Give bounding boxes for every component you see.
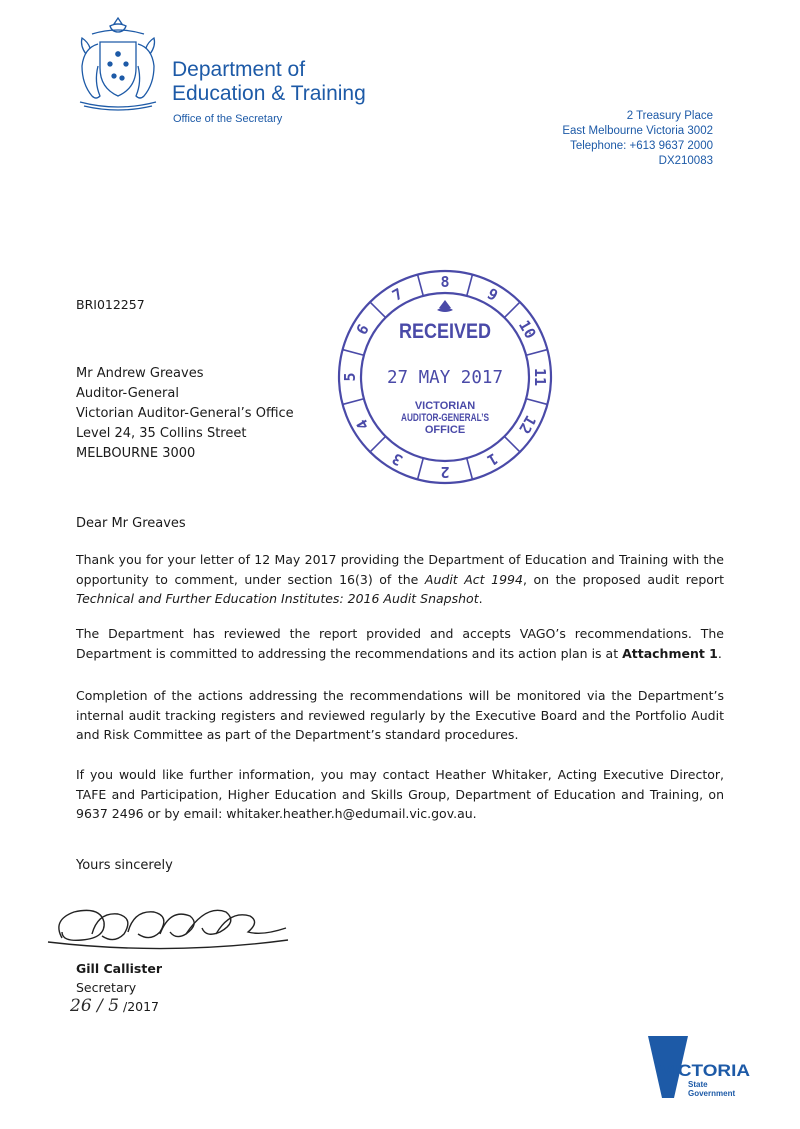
victoria-state-government-logo [648,1036,752,1102]
stamp-divider [526,399,547,405]
stamp-divider [504,436,520,452]
stamp-divider [343,399,364,405]
paragraph-4: If you would like further information, you may contact Heather Whitaker, Acting Executive Director, TAFE and Participation, Higher Education and Skills Group, Department of Education and Training, on 9637 2496 or by email: whitaker.heather.h@edumail.vic.gov.au. [76,767,724,821]
recipient-line: Mr Andrew Greaves [76,366,204,381]
paragraph-2 [76,624,724,663]
reference-number: BRI012257 [76,297,145,312]
department-name [172,58,366,106]
paragraph-1-text-a: Thank you for your letter of 12 May 2017 providing the Department of Education and Training with the opportunity to comment, under section 16(3) of the [76,552,724,587]
stamp-hour-label: 11 [531,367,549,387]
logo-sub1: State [688,1080,708,1089]
stamp-hour-label: 5 [341,372,359,382]
stamp-org-line1: VICTORIAN [414,400,476,412]
sender-address [562,109,713,169]
recipient-line: MELBOURNE 3000 [76,446,196,461]
paragraph-1 [76,550,724,609]
date-day: 26 [70,996,92,1016]
stamp-hour-label: 6 [352,321,373,338]
department-name-line1: Department of [172,58,306,81]
stamp-hour-label: 4 [352,416,373,433]
paragraph-1-text-c: . [478,591,483,606]
stamp-date: 27 MAY 2017 [387,367,503,388]
stamp-divider [343,350,364,356]
salutation: Dear Mr Greaves [76,516,186,531]
received-stamp [334,266,556,488]
recipient-line: Auditor-General [76,386,179,401]
coat-of-arms-icon [72,14,164,114]
stamp-divider [467,275,473,296]
stamp-divider [504,302,520,318]
address-line: East Melbourne Victoria 3002 [562,125,713,137]
stamp-hour-label: 1 [484,449,501,470]
stamp-divider [370,302,386,318]
recipient-address [76,364,294,464]
address-line: 2 Treasury Place [626,110,713,122]
paragraph-2-text-a: The Department has reviewed the report provided and accepts VAGO’s recommendations. The Department is committed to addressing the recommendations and its action plan is at [76,626,724,661]
signer-title: Secretary [76,980,137,995]
address-line: Telephone: +613 9637 2000 [570,140,713,152]
paragraph-2-text-b: . [717,645,722,661]
stamp-divider [467,458,473,479]
valediction: Yours sincerely [76,858,173,873]
stamp-org-line3: OFFICE [424,424,466,436]
date-separator: / [91,996,109,1016]
stamp-hour-label: 2 [440,463,450,481]
stamp-hour-label: 7 [389,284,406,305]
stamp-hour-label: 12 [514,412,540,437]
recipient-line: Level 24, 35 Collins Street [76,426,247,441]
stamp-divider [418,458,424,479]
report-title: Technical and Further Education Institutes: 2016 Audit Snapshot [76,591,479,606]
signature-date [70,996,159,1016]
stamp-hour-label: 3 [389,449,406,470]
handwritten-signature [40,898,300,958]
logo-sub2: Government [688,1089,736,1098]
attachment-reference: Attachment 1 [622,645,718,661]
paragraph-1-text-b: , on the proposed audit report [522,571,724,587]
act-title: Audit Act 1994 [424,571,523,587]
stamp-divider [418,275,424,296]
stamp-hour-label: 9 [484,284,501,305]
date-month: 5 [108,996,120,1016]
stamp-org-line2: AUDITOR-GENERAL’S [401,412,489,424]
stamp-hour-label: 8 [440,273,450,291]
stamp-divider [370,436,386,452]
paragraph-3: Completion of the actions addressing the recommendations will be monitored via the Department’s internal audit tracking registers and reviewed regularly by the Executive Board and the Portfolio Audit and Risk Committee as part of the Department’s standard procedures. [76,688,724,742]
address-line: DX210083 [658,155,713,167]
bell-icon [437,300,453,312]
stamp-divider [526,350,547,356]
signer-name: Gill Callister [76,961,162,976]
department-name-line2: Education & Training [172,82,366,105]
recipient-line: Victorian Auditor-General’s Office [76,406,294,421]
logo-word: VICTORIA [660,1061,750,1080]
date-year: /2017 [119,999,160,1014]
office-name: Office of the Secretary [173,113,283,125]
stamp-hour-label: 10 [514,317,540,342]
stamp-heading: RECEIVED [399,320,491,343]
